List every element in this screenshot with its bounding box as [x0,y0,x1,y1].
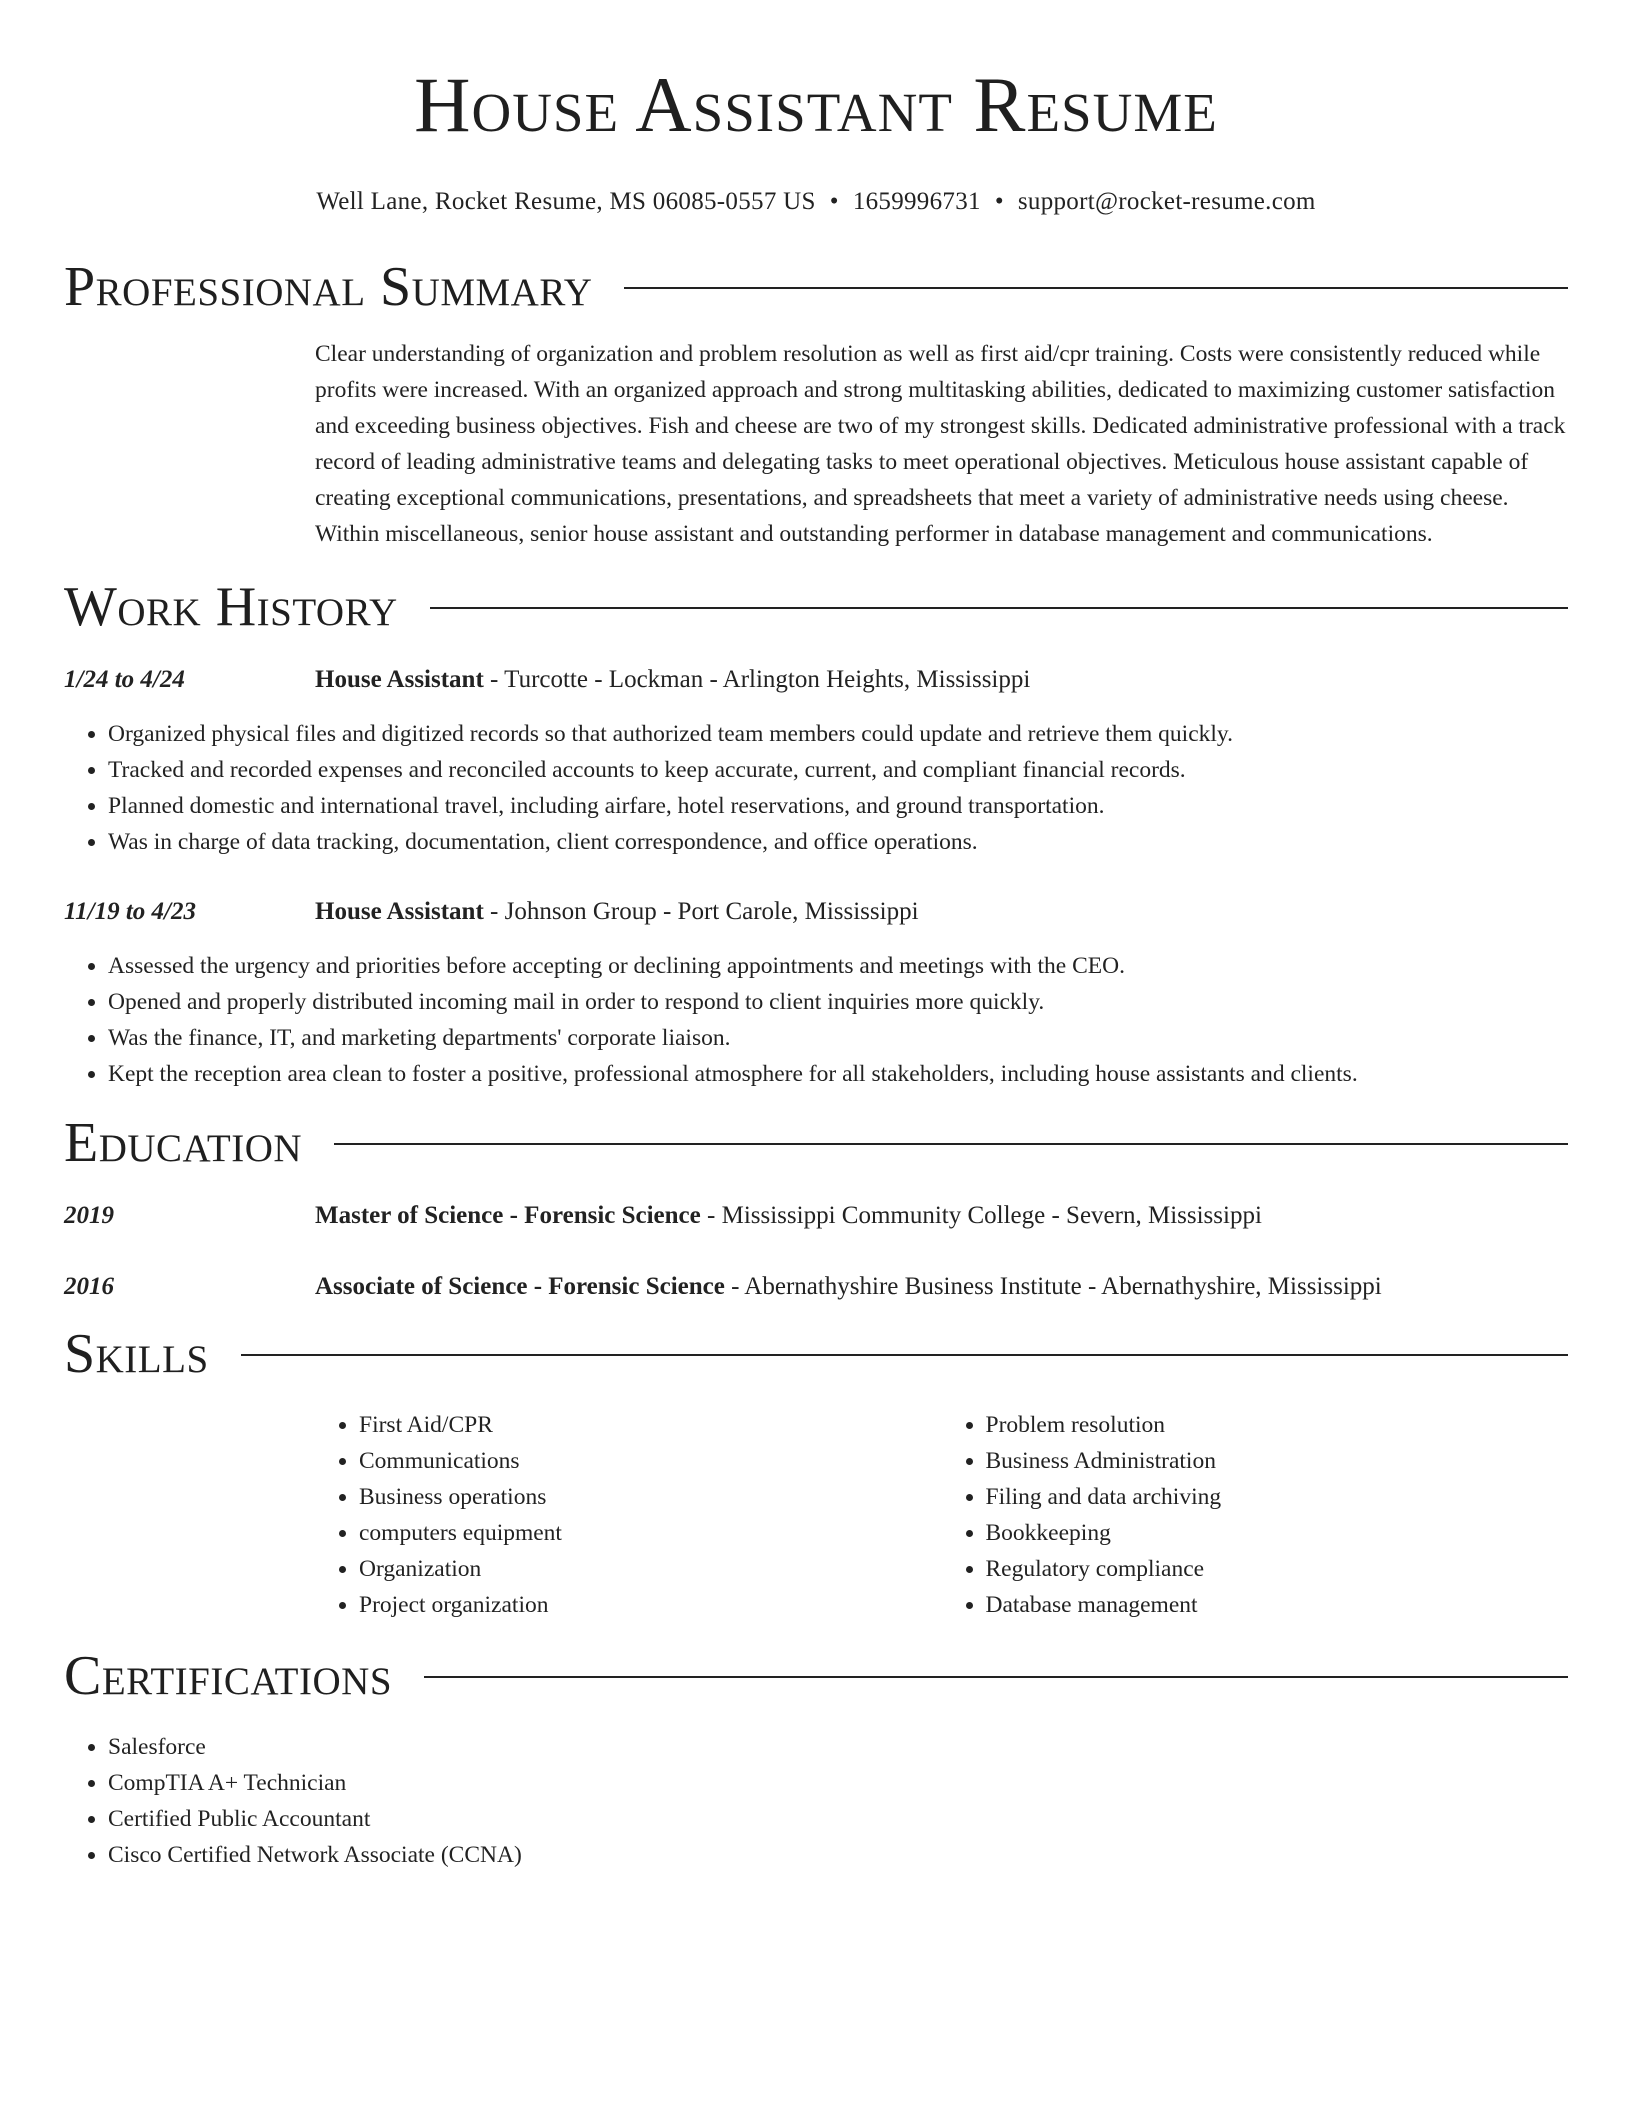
skill-item: • Filing and data archiving [986,1479,1569,1515]
job-bullets [64,948,1568,1092]
summary-heading: Professional Summary [64,256,593,318]
list-item: • Was in charge of data tracking, documentation, client correspondence, and office operations. [108,824,1568,860]
education-heading: Education [64,1112,303,1174]
skills-column-left [315,1407,942,1623]
contact-email: support@rocket-resume.com [1017,188,1316,215]
job-entry [64,662,1568,698]
job-entry [64,894,1568,930]
skill-item: • Database management [986,1587,1569,1623]
section-divider [241,1354,1568,1356]
resume-title: House Assistant Resume [414,61,1218,148]
section-divider [624,287,1568,289]
skill-item: • First Aid/CPR [359,1407,942,1443]
education-entry [64,1198,1568,1234]
job-dates: 11/19 to 4/23 [64,898,196,925]
section-divider [424,1676,1568,1678]
job-bullets [64,716,1568,860]
job-details: - Johnson Group - Port Carole, Mississippi [483,898,919,925]
skill-item: • computers equipment [359,1515,942,1551]
work-section-header [64,572,1568,642]
skill-item: • Problem resolution [986,1407,1569,1443]
job-dates: 1/24 to 4/24 [64,666,185,693]
list-item: • Assessed the urgency and priorities before accepting or declining appointments and meetings with the CEO. [108,948,1568,984]
certification-item: • Salesforce [108,1729,1568,1765]
summary-section-header [64,252,1568,322]
list-item: • Tracked and recorded expenses and reconciled accounts to keep accurate, current, and compliant financial records. [108,752,1568,788]
list-item: • Organized physical files and digitized records so that authorized team members could update and retrieve them quickly. [108,716,1568,752]
work-heading: Work History [64,576,398,638]
job-heading [315,662,1030,698]
skill-item: • Project organization [359,1587,942,1623]
job-title: House Assistant [315,666,484,693]
contact-line [64,186,1568,218]
section-divider [334,1143,1568,1145]
summary-text: Clear understanding of organization and problem resolution as well as first aid/cpr training. Costs were consistently reduced while profits were increased. With an organized approach and strong multitasking abilities, dedicated to maximizing customer satisfaction and exceeding business objectives. Fish and cheese are two of my strongest skills. Dedicated administrative professional with a track record of leading administrative teams and delegating tasks to meet operational objectives. Meticulous house assistant capable of creating exceptional communications, presentations, and spreadsheets that meet a variety of administrative needs using cheese. Within miscellaneous, senior house assistant and outstanding performer in database management and communications. [315,341,1566,547]
skills-section-header [64,1319,1568,1389]
education-year: 2016 [64,1273,114,1300]
list-item: • Planned domestic and international travel, including airfare, hotel reservations, and ground transportation. [108,788,1568,824]
certification-item: • Cisco Certified Network Associate (CCNA) [108,1837,1568,1873]
education-details: - Abernathyshire Business Institute - Abernathyshire, Mississippi [724,1273,1382,1300]
education-degree: Associate of Science - Forensic Science [315,1273,725,1300]
resume-page [64,0,1568,1873]
job-heading [315,894,919,930]
education-entry [64,1269,1568,1305]
skill-item: • Bookkeeping [986,1515,1569,1551]
skills-column-right [942,1407,1569,1623]
list-item: • Opened and properly distributed incoming mail in order to respond to client inquiries more quickly. [108,984,1568,1020]
skill-item: • Communications [359,1443,942,1479]
education-details: - Mississippi Community College - Severn, Mississippi [700,1202,1262,1229]
certifications-section-header [64,1641,1568,1711]
certifications-heading: Certifications [64,1645,393,1707]
job-details: - Turcotte - Lockman - Arlington Heights, Mississippi [483,666,1031,693]
section-divider [430,607,1568,609]
education-year: 2019 [64,1202,114,1229]
contact-address: Well Lane, Rocket Resume, MS 06085-0557 US [316,188,816,215]
skill-item: • Business operations [359,1479,942,1515]
skill-item: • Regulatory compliance [986,1551,1569,1587]
list-item: • Kept the reception area clean to foster a positive, professional atmosphere for all stakeholders, including house assistants and clients. [108,1056,1568,1092]
skills-list [315,1407,1568,1623]
list-item: • Was the finance, IT, and marketing departments' corporate liaison. [108,1020,1568,1056]
education-section-header [64,1108,1568,1178]
education-info [315,1269,1382,1305]
skills-heading: Skills [64,1323,209,1385]
contact-phone: 1659996731 [852,188,981,215]
education-info [315,1198,1262,1234]
skill-item: • Business Administration [986,1443,1569,1479]
contact-separator: • [829,188,839,215]
education-degree: Master of Science - Forensic Science [315,1202,701,1229]
job-title: House Assistant [315,898,484,925]
contact-separator: • [994,188,1004,215]
skill-item: • Organization [359,1551,942,1587]
certification-item: • Certified Public Accountant [108,1801,1568,1837]
certification-item: • CompTIA A+ Technician [108,1765,1568,1801]
certifications-list [64,1729,1568,1873]
